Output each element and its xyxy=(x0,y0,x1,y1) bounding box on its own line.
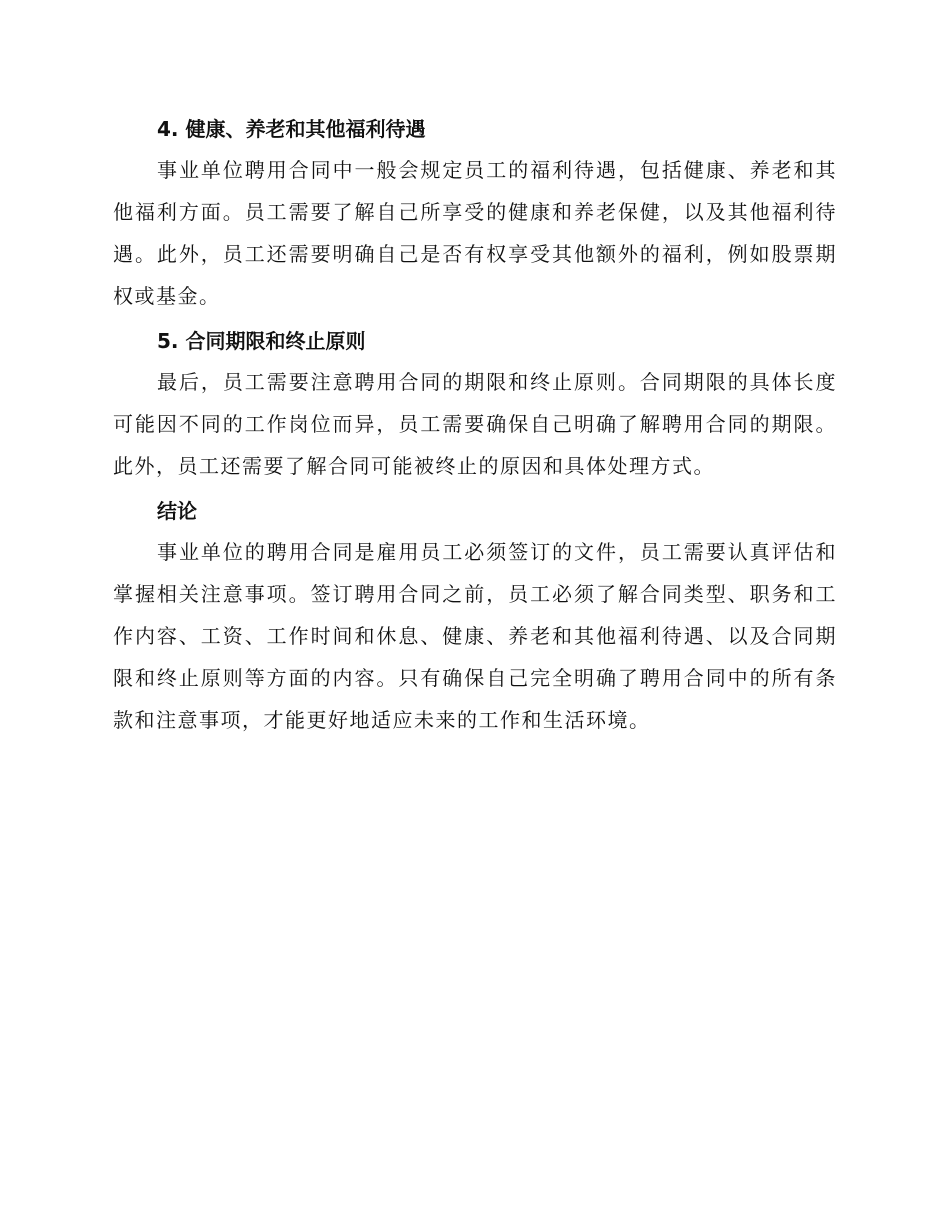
section-paragraph-contract-term: 最后，员工需要注意聘用合同的期限和终止原则。合同期限的具体长度可能因不同的工作岗位而异，员工需要确保自己明确了解聘用合同的期限。此外，员工还需要了解合同可能被终止的原因和具体处理方式。 xyxy=(113,370,837,478)
section-contract-term xyxy=(113,321,837,487)
section-heading-conclusion: 结论 xyxy=(157,499,197,523)
section-paragraph-conclusion: 事业单位的聘用合同是雇用员工必须签订的文件，员工需要认真评估和掌握相关注意事项。签订聘用合同之前，员工必须了解合同类型、职务和工作内容、工资、工作时间和休息、健康、养老和其他福利待遇、以及合同期限和终止原则等方面的内容。只有确保自己完全明确了聘用合同中的所有条款和注意事项，才能更好地适应未来的工作和生活环境。 xyxy=(113,540,837,732)
section-benefits xyxy=(113,109,837,317)
section-heading-contract-term: 5. 合同期限和终止原则 xyxy=(157,329,366,353)
section-heading-benefits: 4. 健康、养老和其他福利待遇 xyxy=(157,117,426,141)
section-conclusion xyxy=(113,491,837,741)
section-paragraph-benefits: 事业单位聘用合同中一般会规定员工的福利待遇，包括健康、养老和其他福利方面。员工需要了解自己所享受的健康和养老保健，以及其他福利待遇。此外，员工还需要明确自己是否有权享受其他额外的福利，例如股票期权或基金。 xyxy=(113,158,837,308)
document-body xyxy=(113,109,837,741)
